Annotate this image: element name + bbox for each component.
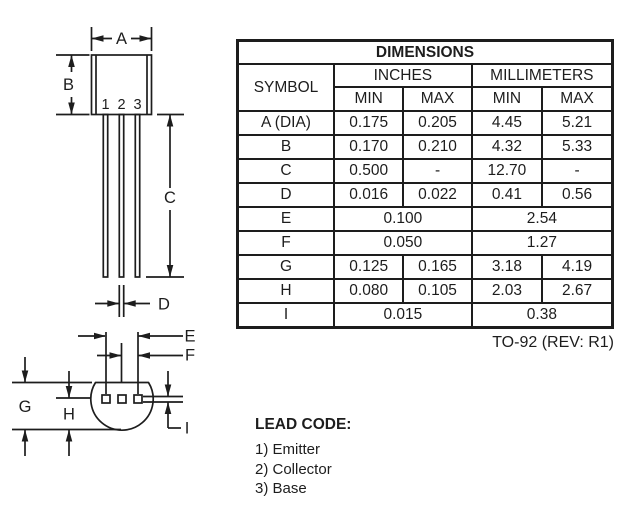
dim-f-label: F: [184, 346, 196, 365]
table-row-a: A (DIA) 0.175 0.205 4.45 5.21: [238, 111, 613, 135]
table-row-c: C 0.500 - 12.70 -: [238, 159, 613, 183]
table-row-e: E 0.100 2.54: [238, 207, 613, 231]
lead-code-item-emitter: 1) Emitter: [255, 441, 321, 458]
table-row-f: F 0.050 1.27: [238, 231, 613, 255]
lead-section-3: [134, 395, 142, 403]
dimensions-table-container: [236, 39, 614, 329]
bottom-outline: [91, 383, 153, 431]
pin-3-label: 3: [133, 97, 142, 113]
lead-section-1: [102, 395, 110, 403]
header-in-max: MAX: [403, 87, 471, 111]
lead-code-item-base: 3) Base: [255, 480, 307, 497]
dimension-h: [56, 371, 91, 456]
dim-e-label: E: [184, 327, 196, 346]
package-revision-note: TO-92 (REV: R1): [492, 334, 614, 351]
lead-code-title: LEAD CODE:: [255, 416, 352, 433]
header-mm-min: MIN: [472, 87, 542, 111]
header-mm-max: MAX: [542, 87, 612, 111]
lead-code-block: [255, 416, 351, 499]
header-symbol: SYMBOL: [238, 64, 335, 111]
dimension-a: [92, 27, 152, 51]
dimensions-table: [236, 39, 614, 329]
header-millimeters: MILLIMETERS: [472, 64, 613, 87]
bottom-view: [12, 328, 196, 457]
lead-1: [103, 115, 107, 278]
dim-i-label: I: [184, 419, 190, 438]
table-row-d: D 0.016 0.022 0.41 0.56: [238, 183, 613, 207]
dimension-f: [97, 343, 195, 383]
lead-section-2: [118, 395, 126, 403]
dimension-d: [95, 285, 170, 317]
dim-a-label: A: [115, 30, 128, 48]
lead-code-item-collector: 2) Collector: [255, 460, 332, 478]
front-view: [56, 27, 184, 317]
dim-h-label: H: [63, 405, 75, 424]
table-row-i: I 0.015 0.38: [238, 303, 613, 328]
pin-2-label: 2: [117, 97, 126, 113]
header-inches: INCHES: [334, 64, 472, 87]
dim-g-label: G: [18, 398, 32, 416]
dimension-i: [143, 371, 189, 438]
lead-2: [119, 115, 123, 278]
package-outline-drawing: [0, 0, 235, 511]
dimension-b: [56, 55, 90, 115]
dim-c-label: C: [164, 189, 176, 207]
header-in-min: MIN: [334, 87, 403, 111]
table-title: DIMENSIONS: [238, 41, 613, 65]
lead-code-list: [255, 440, 351, 499]
dim-d-label: D: [158, 295, 170, 314]
table-row-b: B 0.170 0.210 4.32 5.33: [238, 135, 613, 159]
lead-3: [135, 115, 139, 278]
dim-b-label: B: [62, 76, 75, 94]
table-row-h: H 0.080 0.105 2.03 2.67: [238, 279, 613, 303]
dimension-c: [146, 115, 184, 278]
dimension-e: [78, 328, 196, 395]
table-row-g: G 0.125 0.165 3.18 4.19: [238, 255, 613, 279]
pin-1-label: 1: [101, 97, 110, 113]
